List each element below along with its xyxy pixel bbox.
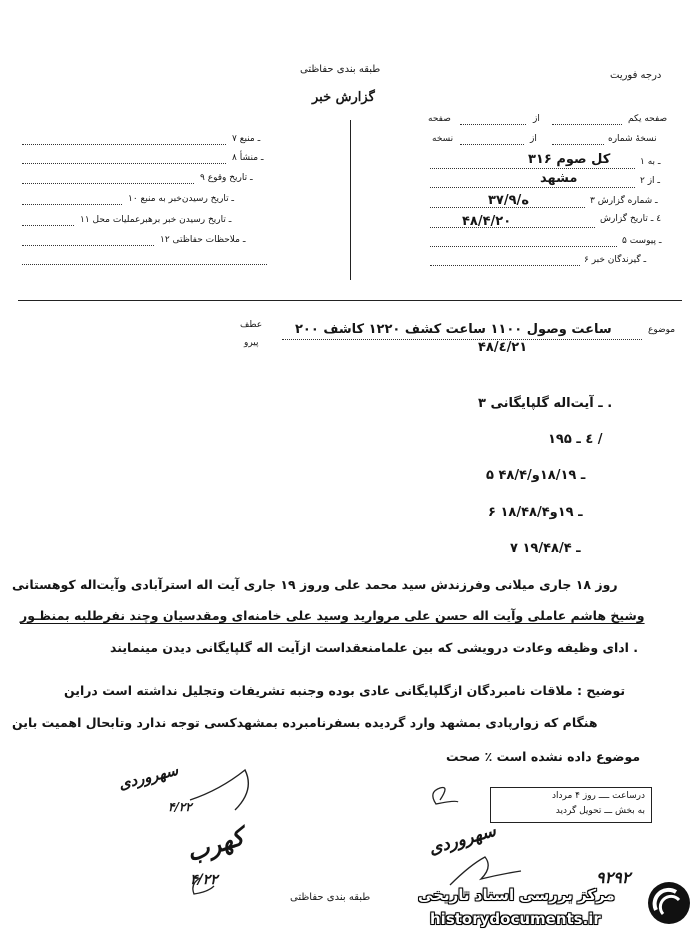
watermark-center-name: مرکز بررسی اسناد تاریخی [418, 886, 615, 904]
stamp-line-2: به بخش ـــ تحویل گردید [555, 806, 645, 816]
field-5-label: ۵ ـ پیوست [622, 236, 662, 246]
field-7-label: ۷ ـ منبع [232, 134, 261, 144]
field-3-value: ۳۷/۹/ه [488, 193, 529, 208]
field-3-label: ۳ ـ شماره گزارش [590, 196, 658, 206]
explanation-line-2: هنگام که زوارپادی بمشهد وارد گردیده بسفرنامبرده بمشهدکسی توجه ندارد وتابحال اهمیت باین [12, 715, 598, 730]
item-6: ۶ ـ ۱۹و۱۸/۴۸/۴ [488, 505, 583, 520]
explanation-line-1: توضیح : ملاقات نامبردگان ازگلپایگانی عادی بوده وجنبه تشریفات وتجلیل نداشته است دراین [64, 683, 626, 698]
report-title: گزارش خبر [312, 90, 375, 105]
subject-line-1: ساعت وصول ۱۱۰۰ ساعت کشف ۱۲۲۰ کاشف ۲۰۰ [295, 322, 612, 337]
signature-1-date: ۴/۲۲ [168, 800, 192, 814]
signature-1: سهروردی [116, 760, 180, 794]
body-line-1: روز ۱۸ جاری میلانی وفرزندش سید محمد علی وروز ۱۹ جاری آیت اله استرآبادی وآیت‌اله کوهستانی [12, 577, 618, 592]
classification-label-bottom: طبقه بندی حفاظتی [290, 892, 371, 903]
copy-number-label: نسخهٔ شماره [608, 134, 657, 144]
signature-2-date: ۴/۲۲ [190, 872, 218, 888]
file-number-handwritten: ۹۲۹۲ [596, 868, 631, 887]
field-1-label: ۱ ـ به [640, 157, 661, 167]
signature-3: سهروردی [426, 820, 499, 860]
page-label: صفحه [428, 114, 451, 124]
field-11-label: ۱۱ ـ تاریخ رسیدن خبر برهبرعملیات محل [80, 215, 232, 225]
classification-label-top: طبقه بندی حفاظتی [300, 64, 381, 75]
item-7: ۷ ـ ۱۹/۴۸/۴ [510, 541, 581, 556]
field-1-value: کل صوم ۳۱۶ [528, 152, 611, 167]
field-4-label: ٤ ـ تاریخ گزارش [600, 214, 662, 224]
subject-line-2: ۴۸/٤/۲۱ [478, 340, 528, 355]
explanation-line-3: موضوع داده نشده است ٪ صحت [446, 749, 641, 764]
field-2-label: ۲ ـ از [640, 176, 661, 186]
field-9-label: ۹ ـ تاریخ وقوع [200, 173, 253, 183]
priority-label: درجه فوریت [610, 70, 662, 81]
page-one-label: صفحه یکم [628, 114, 668, 124]
field-4-value: ۴۸/۴/۲۰ [462, 214, 512, 229]
subject-label: موضوع [648, 325, 676, 335]
stamp-line-1: درساعت ــــ روز ۴ مرداد [551, 791, 645, 801]
followup-label: پیرو [244, 338, 259, 348]
archive-logo-icon [646, 880, 692, 926]
field-10-label: ۱۰ ـ تاریخ رسیدن‌خبر به منبع [128, 194, 235, 204]
field-6-label: ۶ ـ گیرندگان خبر [584, 255, 647, 265]
signature-2: کهرب [182, 821, 248, 868]
field-12-label: ۱۲ ـ ملاحظات حفاظتی [160, 235, 246, 245]
field-8-label: ۸ ـ منشأ [232, 153, 264, 163]
reference-label: عطف [240, 320, 263, 330]
item-3: ۳ ـ آیت‌اله گلپایگانی . [478, 396, 613, 411]
from-label-1: از [533, 114, 540, 124]
watermark-site: historydocuments.ir [430, 910, 601, 928]
copy-label: نسخه [432, 134, 454, 144]
from-label-2: از [530, 134, 537, 144]
body-line-3: ادای وظیفه وعادت درویشی که بین علمامنعقداست ازآیت اله گلپایگانی دیدن مینمایند . [110, 640, 639, 655]
item-5: ۵ ـ ۱۸/۱۹و/۴۸/۴ [486, 468, 586, 483]
watermark-logo [646, 880, 692, 926]
body-line-2: وشیخ هاشم عاملی وآیت اله حسن علی مروارید وسید علی خامنه‌ای ومقدسیان وچند نفرطلبه بمنظـور [20, 608, 645, 623]
item-4: ٤ ـ ۱۹۵ / [548, 432, 603, 447]
field-2-value: مشهد [540, 171, 578, 186]
